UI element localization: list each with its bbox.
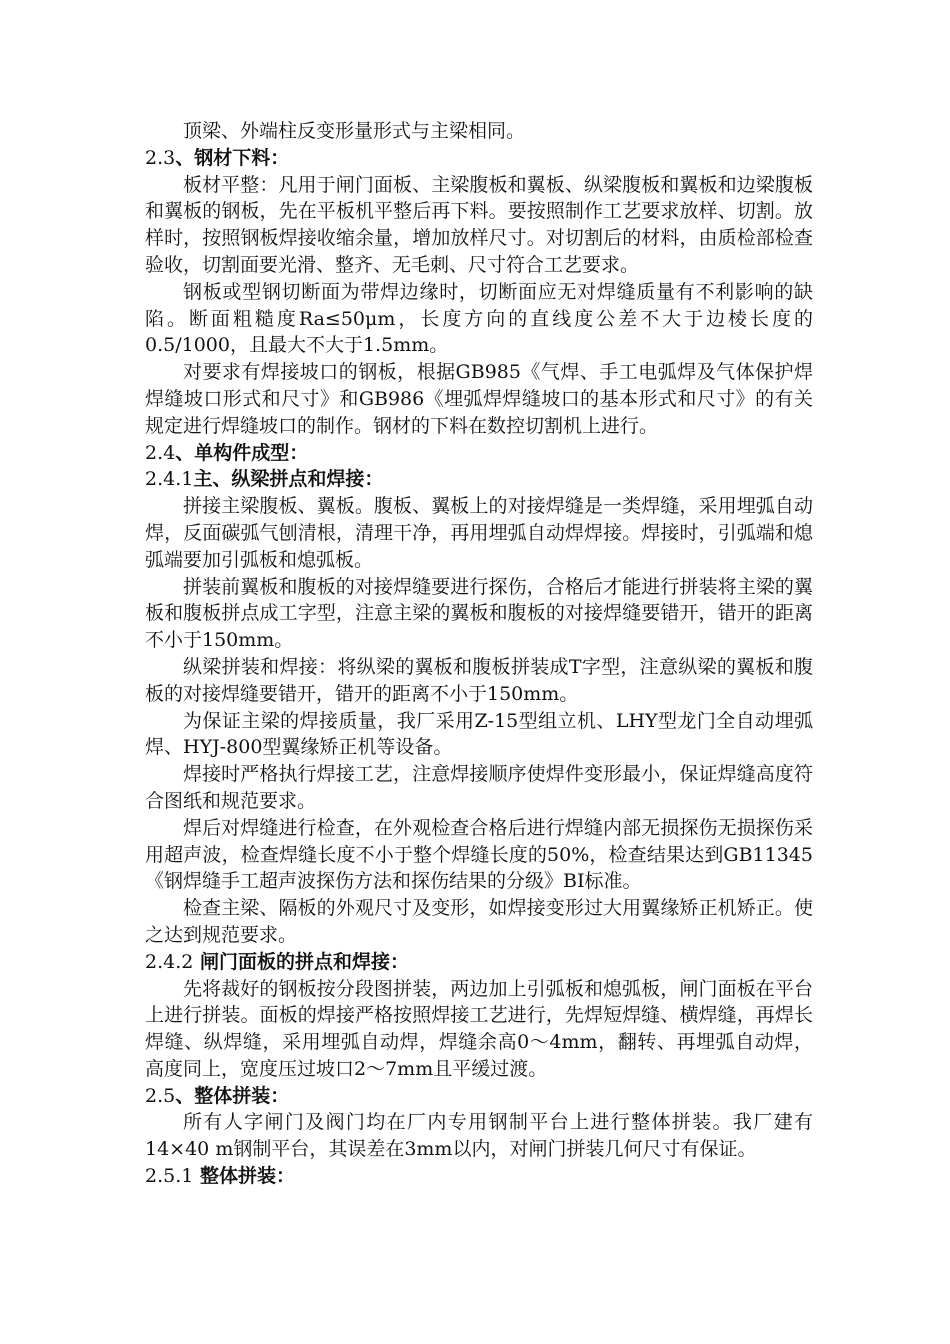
paragraph: 为保证主梁的焊接质量，我厂采用Z-15型组立机、LHY型龙门全自动埋弧焊、HYJ-800型翼缘矫正机等设备。 <box>145 709 813 759</box>
section-title: 、钢材下料： <box>175 146 290 169</box>
section-number: 2.3 <box>145 146 176 169</box>
section-title: 整体拼装： <box>193 1165 295 1188</box>
paragraph: 板材平整：凡用于闸门面板、主梁腹板和翼板、纵梁腹板和翼板和边梁腹板和翼板的钢板，先在平板机平整后再下料。要按照制作工艺要求放样、切割。放样时，按照钢板焊接收缩余量，增加放样尺寸。对切割后的材料，由质检部检查验收，切割面要光滑、整齐、无毛刺、尺寸符合工艺要求。 <box>145 173 813 276</box>
section-title: 、整体拼装： <box>175 1084 290 1107</box>
section-title: 主、纵梁拼点和焊接： <box>193 468 384 491</box>
section-number: 2.4 <box>145 441 176 464</box>
section-number: 2.4.2 <box>145 950 194 973</box>
section-heading <box>145 1083 813 1110</box>
section-title: 闸门面板的拼点和焊接： <box>193 950 409 973</box>
paragraph: 焊后对焊缝进行检查，在外观检查合格后进行焊缝内部无损探伤无损探伤采用超声波，检查焊缝长度不小于整个焊缝长度的50%，检查结果达到GB11345《钢焊缝手工超声波探伤方法和探伤结果的分级》BI标准。 <box>145 816 813 893</box>
section-number: 2.5.1 <box>145 1165 194 1188</box>
paragraph: 对要求有焊接坡口的钢板，根据GB985《气焊、手工电弧焊及气体保护焊焊缝坡口形式和尺寸》和GB986《埋弧焊焊缝坡口的基本形式和尺寸》的有关规定进行焊缝坡口的制作。钢材的下料在数控切割机上进行。 <box>145 361 813 437</box>
paragraph: 所有人字闸门及阀门均在厂内专用钢制平台上进行整体拼装。我厂建有14×40 m钢制平台，其误差在3mm以内，对闸门拼装几何尺寸有保证。 <box>145 1111 813 1161</box>
section-heading <box>145 1163 813 1190</box>
paragraph: 拼接主梁腹板、翼板。腹板、翼板上的对接焊缝是一类焊缝，采用埋弧自动焊，反面碳弧气刨清根，清理干净，再用埋弧自动焊焊接。焊接时，引弧端和熄弧端要加引弧板和熄弧板。 <box>145 495 813 571</box>
section-number: 2.5 <box>145 1084 176 1107</box>
section-heading <box>145 145 813 172</box>
paragraph: 焊接时严格执行焊接工艺，注意焊接顺序使焊件变形最小，保证焊缝高度符合图纸和规范要求。 <box>145 763 813 812</box>
paragraph: 顶梁、外端柱反变形量形式与主梁相同。 <box>183 120 526 142</box>
paragraph: 钢板或型钢切断面为带焊边缘时，切断面应无对焊缝质量有不利影响的缺陷。断面粗糙度Ra≤50μm，长度方向的直线度公差不大于边棱长度的0.5/1000，且最大不大于1.5mm。 <box>145 280 813 357</box>
section-number: 2.4.1 <box>145 468 194 491</box>
section-heading <box>145 949 813 976</box>
paragraph: 纵梁拼装和焊接：将纵梁的翼板和腹板拼装成T字型，注意纵梁的翼板和腹板的对接焊缝要错开，错开的距离不小于150mm。 <box>145 655 813 705</box>
section-heading <box>145 440 813 467</box>
section-title: 、单构件成型： <box>175 441 309 464</box>
paragraph: 拼装前翼板和腹板的对接焊缝要进行探伤，合格后才能进行拼装将主梁的翼板和腹板拼点成工字型，注意主梁的翼板和腹板的对接焊缝要错开，错开的距离不小于150mm。 <box>145 575 813 652</box>
document-body <box>145 118 813 1190</box>
paragraph: 先将裁好的钢板按分段图拼装，两边加上引弧板和熄弧板，闸门面板在平台上进行拼装。面板的焊接严格按照焊接工艺进行，先焊短焊缝、横焊缝，再焊长焊缝、纵焊缝，采用埋弧自动焊，焊缝余高0～4mm，翻转、再埋弧自动焊，高度同上，宽度压过坡口2～7mm且平缓过渡。 <box>145 977 813 1080</box>
section-heading <box>145 466 813 493</box>
paragraph: 检查主梁、隔板的外观尺寸及变形，如焊接变形过大用翼缘矫正机矫正。使之达到规范要求。 <box>145 897 813 946</box>
